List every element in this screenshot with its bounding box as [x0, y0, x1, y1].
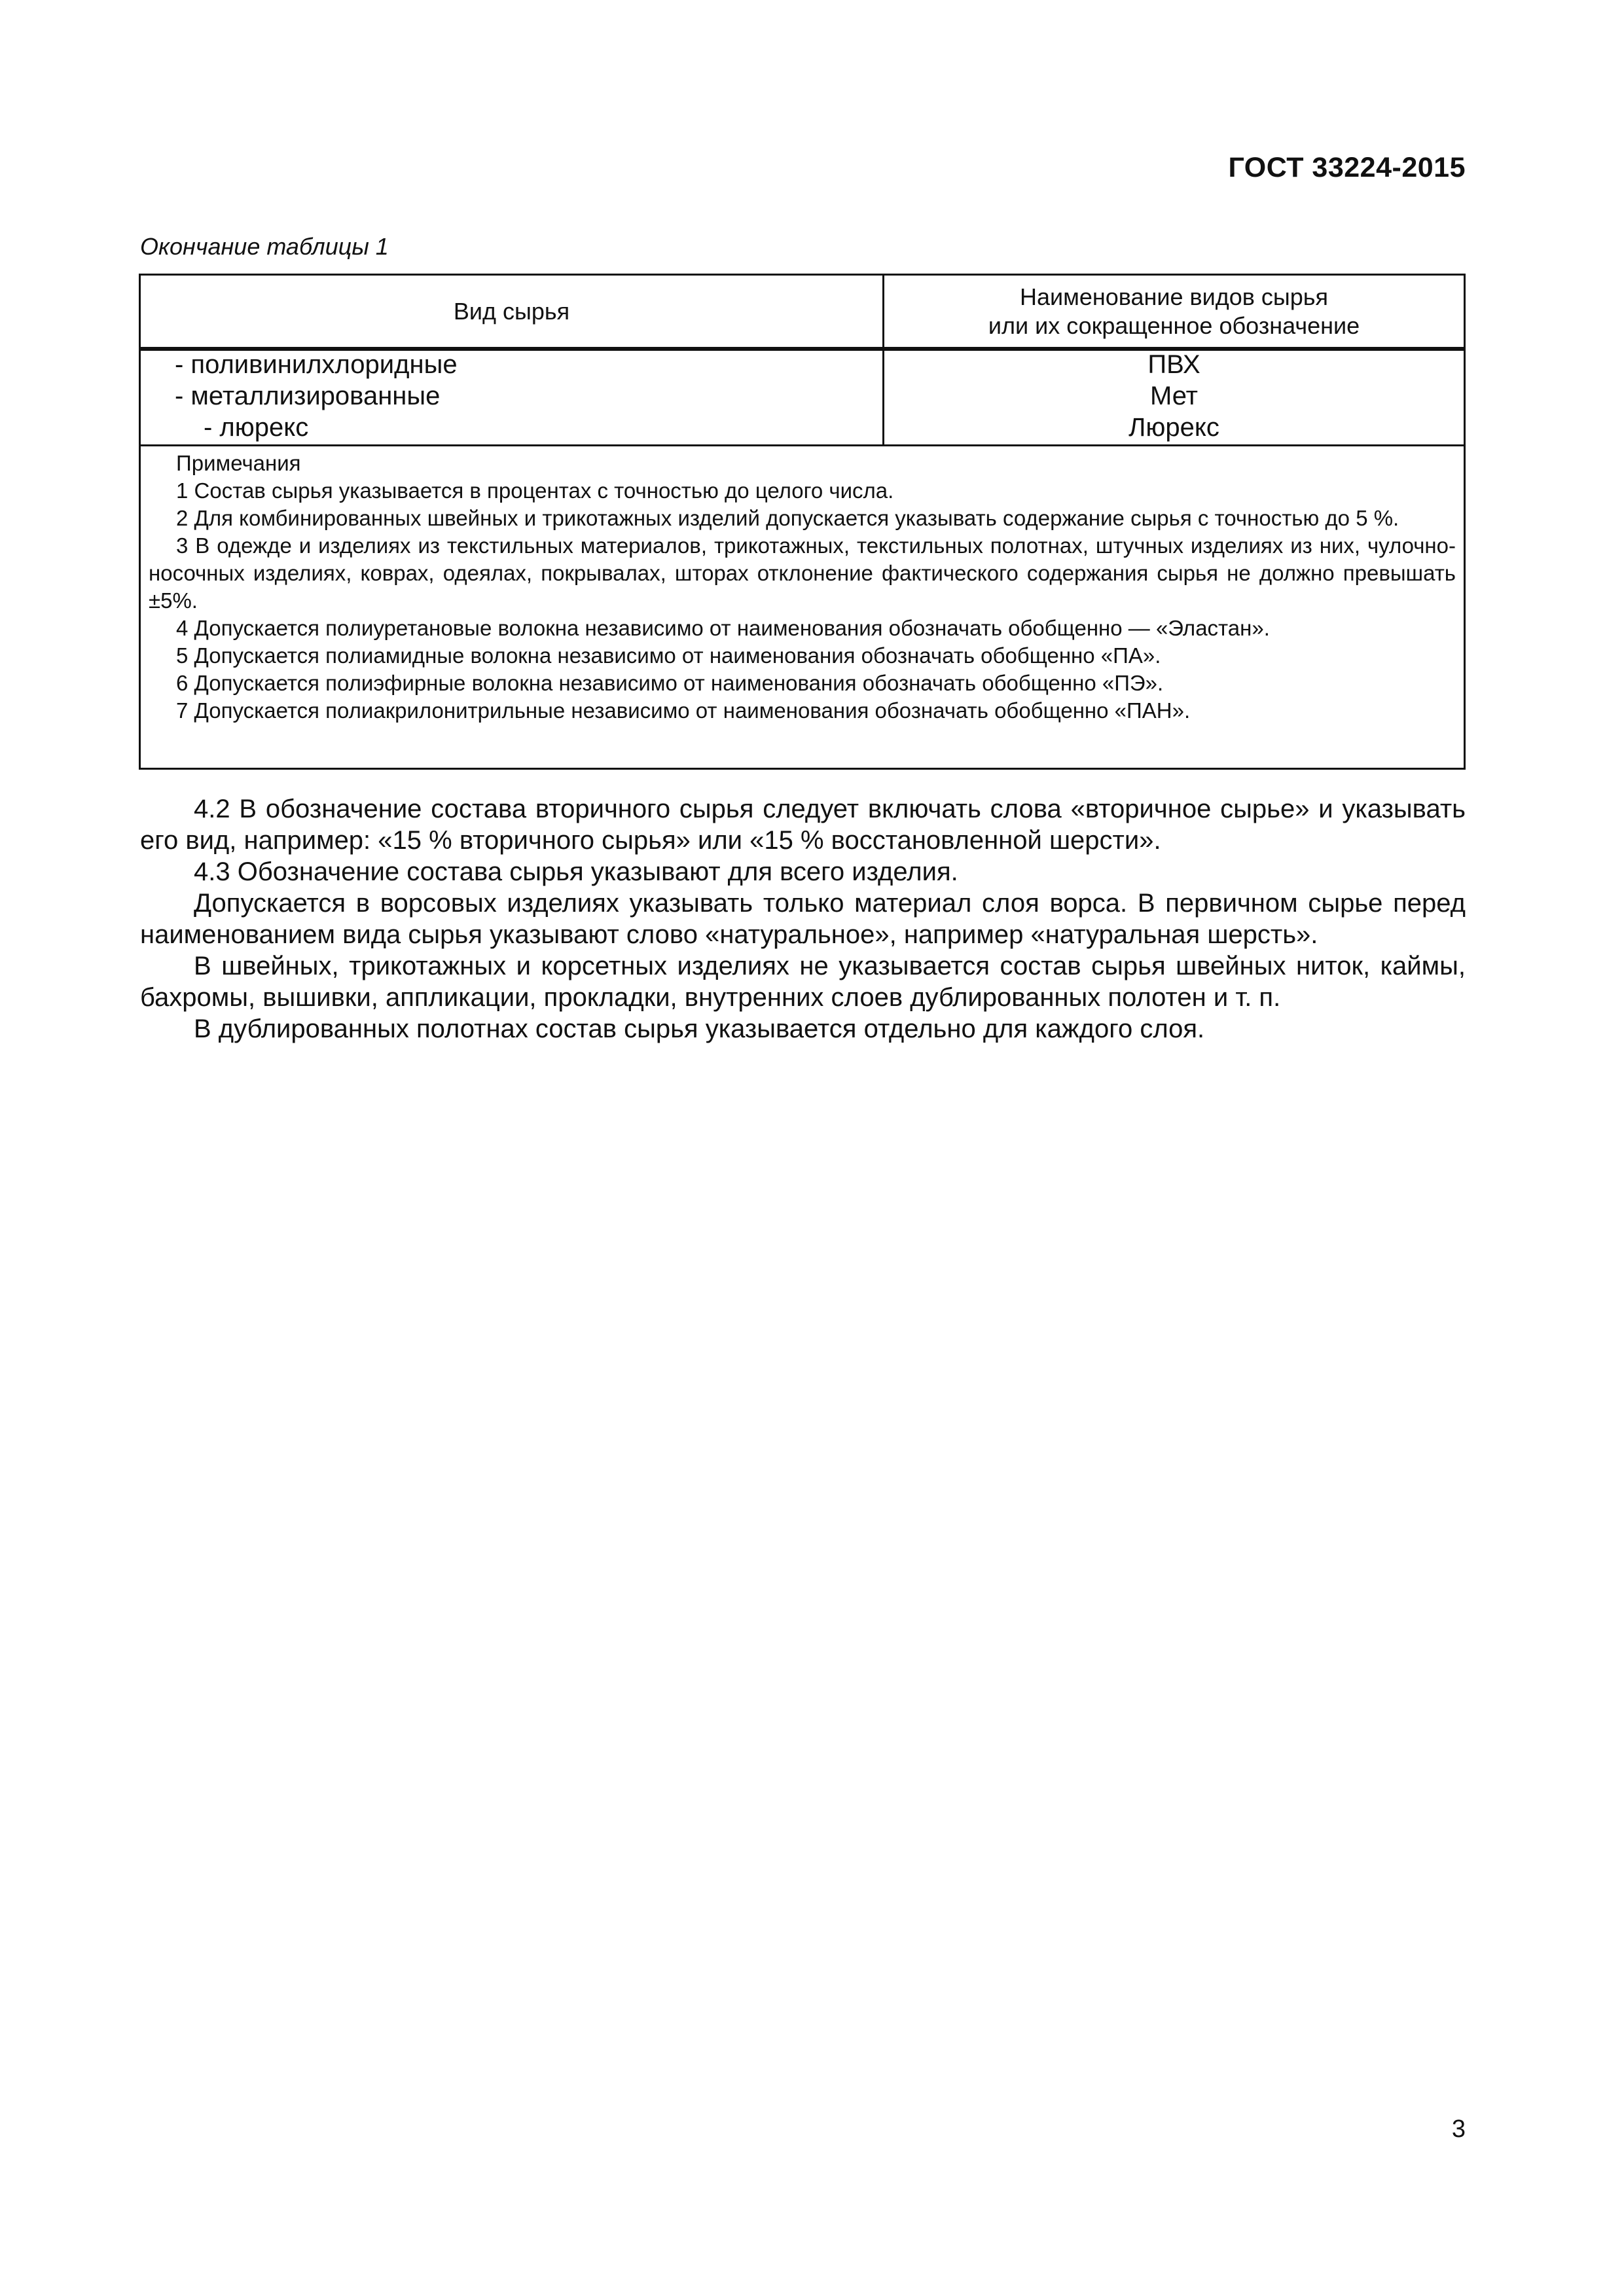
standard-code: ГОСТ 33224-2015: [1228, 152, 1466, 183]
body-text: [140, 793, 1466, 1045]
material-code-pvc: ПВХ: [1147, 350, 1200, 379]
materials-table: [139, 274, 1466, 770]
note-item: 6 Допускается полиэфирные волокна независимо от наименования обозначать обобщенно «ПЭ».: [176, 671, 1164, 695]
notes-title: Примечания: [176, 451, 301, 475]
column-header-line-1: Наименование видов сырья: [1019, 283, 1329, 310]
note-item: 7 Допускается полиакрилонитрильные независимо от наименования обозначать обобщенно «ПАН».: [176, 698, 1191, 723]
paragraph-laminated-fabrics: В дублированных полотнах состав сырья указывается отдельно для каждого слоя.: [194, 1014, 1205, 1043]
paragraph-sewing-products: В швейных, трикотажных и корсетных изделиях не указывается состав сырья швейных ниток, каймы, бахромы, вышивки, аппликации, прокладки, внутренних слоев дублированных полотен и т. п.: [140, 952, 1466, 1012]
note-item: 2 Для комбинированных швейных и трикотажных изделий допускается указывать содержание сырья с точностью до 5 %.: [176, 506, 1399, 530]
note-item: 4 Допускается полиуретановые волокна независимо от наименования обозначать обобщенно — «Эластан».: [176, 616, 1270, 640]
table-notes: [149, 450, 1456, 725]
material-code-lurex: Люрекс: [1128, 413, 1219, 442]
paragraph-4-2: 4.2 В обозначение состава вторичного сырья следует включать слова «вторичное сырье» и указывать его вид, например: «15 % вторичного сырья» или «15 % восстановленной шерсти».: [140, 795, 1466, 855]
table-caption: Окончание таблицы 1: [140, 233, 389, 260]
note-item: 3 В одежде и изделиях из текстильных материалов, трикотажных, текстильных полотнах, штучных изделиях из них, чулочно-носочных изделиях, коврах, одеялах, покрывалах, шторах отклонение фактического содержания сырья не должно превышать ±5%.: [149, 533, 1456, 613]
column-header-line-2: или их сокращенное обозначение: [988, 312, 1360, 339]
material-type-lurex: - люрекс: [204, 413, 309, 442]
paragraph-pile-products: Допускается в ворсовых изделиях указывать только материал слоя ворса. В первичном сырье перед наименованием вида сырья указывают слово «натуральное», например «натуральная шерсть».: [140, 889, 1466, 949]
column-header-material-name: [884, 276, 1464, 347]
material-type-metallized: - металлизированные: [175, 382, 441, 410]
note-item: 5 Допускается полиамидные волокна независимо от наименования обозначать обобщенно «ПА».: [176, 643, 1161, 668]
notes-rule: [141, 444, 1464, 446]
page-number: 3: [1451, 2115, 1466, 2143]
material-code-metallized: Мет: [1149, 382, 1198, 410]
column-header-material-type: Вид сырья: [453, 297, 570, 325]
paragraph-4-3: 4.3 Обозначение состава сырья указывают для всего изделия.: [194, 857, 958, 886]
material-type-pvc: - поливинилхлоридные: [175, 350, 458, 379]
note-item: 1 Состав сырья указывается в процентах с точностью до целого числа.: [176, 478, 894, 503]
